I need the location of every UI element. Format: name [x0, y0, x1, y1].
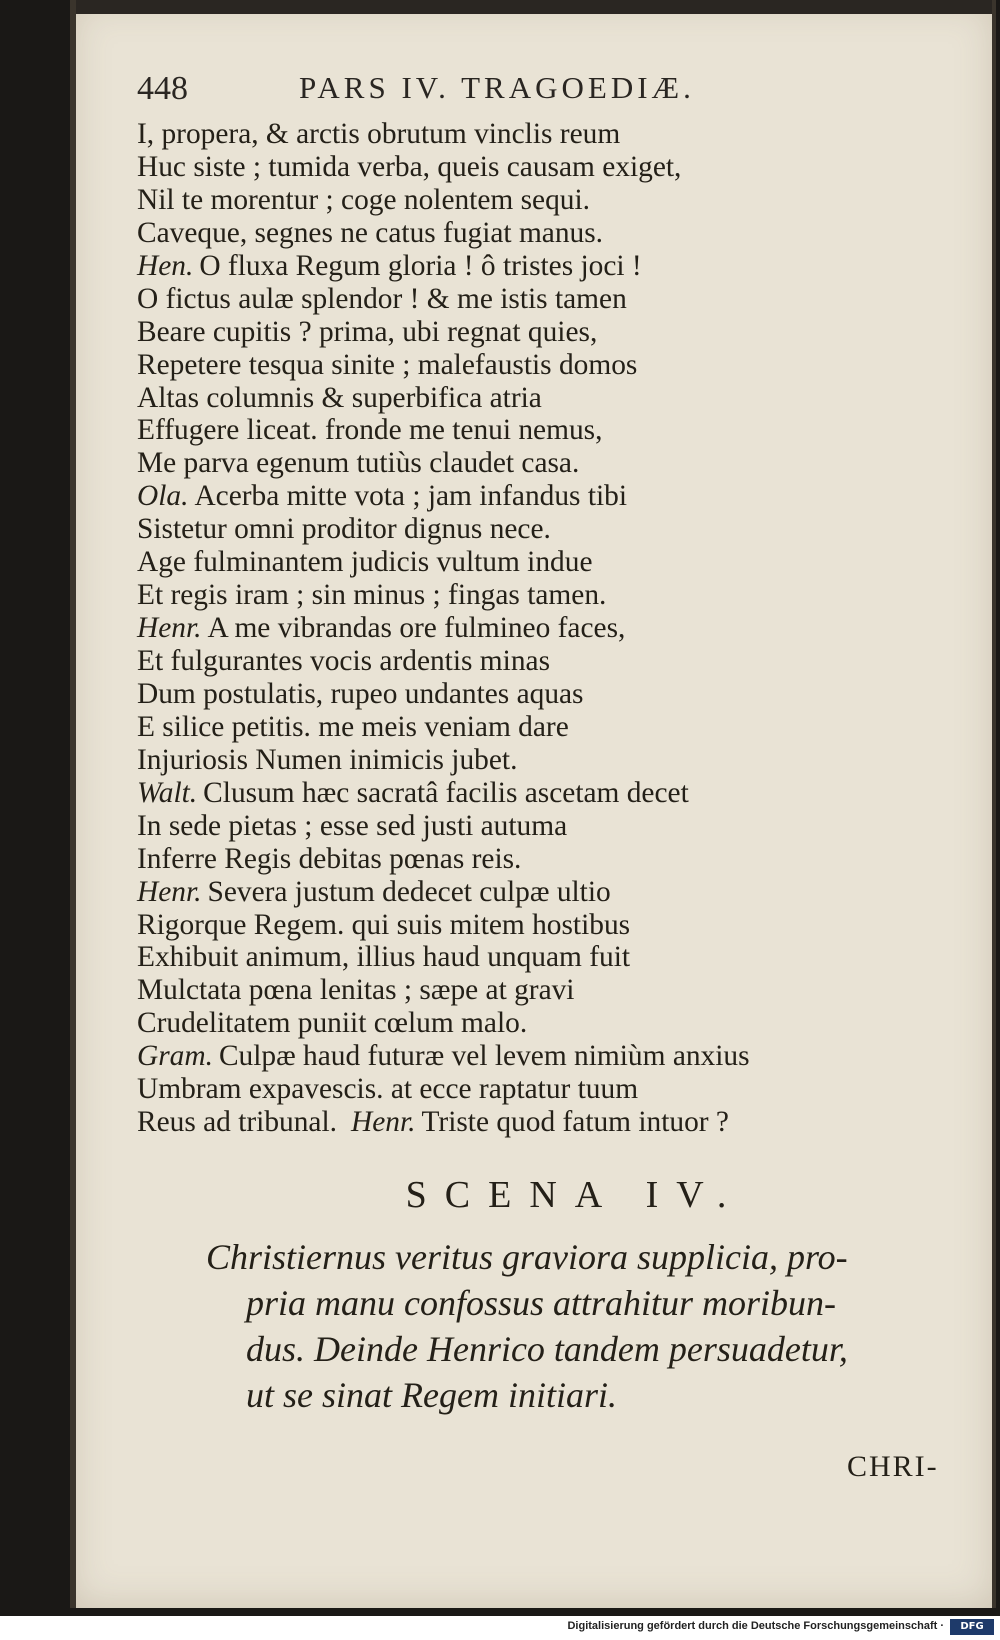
verse-text: Dum postulatis, rupeo undantes aquas — [137, 677, 584, 710]
verse-text: Me parva egenum tutiùs claudet casa. — [137, 447, 580, 480]
dfg-logo: DFG — [950, 1619, 994, 1635]
verse-text: Umbram expavescis. at ecce raptatur tuum — [137, 1073, 639, 1106]
verse-line — [137, 382, 927, 415]
verse-line — [137, 645, 927, 678]
verse-line — [137, 810, 927, 843]
verse-text: Exhibuit animum, illius haud unquam fuit — [137, 941, 631, 974]
verse-text: O fictus aulæ splendor ! & me istis tamen — [137, 282, 627, 315]
verse-line — [137, 151, 927, 184]
verse-text: Triste quod fatum intuor ? — [421, 1106, 729, 1139]
speaker-label: Gram. — [137, 1040, 213, 1073]
speaker-label: Henr. — [137, 612, 202, 645]
running-head-title: PARS IV. TRAGOEDIÆ. — [299, 70, 695, 105]
verse-line — [137, 744, 927, 777]
verse-line — [137, 777, 927, 810]
verse-text: Mulctata pœna lenitas ; sæpe at gravi — [137, 974, 575, 1007]
verse-text: Caveque, segnes ne catus fugiat manus. — [137, 216, 604, 249]
page-right-edge — [992, 0, 996, 1608]
speaker-label: Ola. — [137, 480, 189, 513]
verse-line — [137, 349, 927, 382]
running-header — [137, 70, 817, 114]
argument-line: Christiernus veritus graviora supplicia, pro- — [206, 1237, 848, 1277]
verse-line — [137, 414, 927, 447]
verse-text: Effugere liceat. fronde me tenui nemus, — [137, 414, 603, 447]
argument-line: dus. Deinde Henrico tandem persuadetur, — [246, 1329, 848, 1369]
scene-title: SCENA IV. — [405, 1174, 745, 1216]
verse-text: Injuriosis Numen inimicis jubet. — [137, 743, 518, 776]
verse-line — [137, 711, 927, 744]
verse-line — [137, 118, 927, 151]
speaker-label: Walt. — [137, 776, 198, 809]
verse-text: In sede pietas ; esse sed justi autuma — [137, 809, 568, 842]
verse-text: Rigorque Regem. qui suis mitem hostibus — [137, 908, 631, 941]
verse-text: I, propera, & arctis obrutum vinclis reum — [137, 118, 621, 150]
verse-line — [137, 1073, 927, 1106]
verse-line — [137, 1007, 927, 1040]
verse-text: Et fulgurantes vocis ardentis minas — [137, 645, 551, 677]
verse-text: Crudelitatem puniit cœlum malo. — [137, 1007, 528, 1040]
verse-line — [137, 184, 927, 217]
verse-text: Altas columnis & superbifica atria — [137, 381, 542, 414]
argument-line: pria manu confossus attrahitur moribun- — [246, 1283, 837, 1323]
verse-line — [137, 678, 927, 711]
page-left-edge — [70, 0, 76, 1608]
verse-line — [137, 447, 927, 480]
speaker-label: Hen. — [137, 249, 194, 282]
verse-text: Inferre Regis debitas pœnas reis. — [137, 842, 522, 875]
verse-block — [137, 118, 927, 1139]
verse-text: Clusum hæc sacratâ facilis ascetam decet — [203, 776, 689, 809]
verse-line — [137, 974, 927, 1007]
verse-text: Repetere tesqua sinite ; malefaustis domos — [137, 348, 638, 381]
verse-text: Reus ad tribunal. — [137, 1106, 337, 1139]
catchword: CHRI- — [847, 1450, 939, 1483]
verse-text: Culpæ haud futuræ vel levem nimiùm anxius — [218, 1040, 750, 1073]
verse-line — [137, 612, 927, 645]
verse-line — [137, 513, 927, 546]
verse-text: E silice petitis. me meis veniam dare — [137, 710, 569, 743]
verse-line — [137, 843, 927, 876]
verse-text: Huc siste ; tumida verba, queis causam exiget, — [137, 150, 682, 183]
verse-line — [137, 1040, 927, 1073]
verse-text: Beare cupitis ? prima, ubi regnat quies, — [137, 315, 598, 348]
verse-text: Acerba mitte vota ; jam infandus tibi — [194, 480, 628, 513]
verse-text: Severa justum dedecet culpæ ultio — [207, 875, 611, 908]
scene-argument — [206, 1234, 966, 1418]
verse-line — [137, 250, 927, 283]
speaker-label: Henr. — [350, 1106, 416, 1139]
verse-text: Sistetur omni proditor dignus nece. — [137, 513, 551, 546]
verse-line — [137, 283, 927, 316]
verse-line — [137, 876, 927, 909]
verse-line — [137, 909, 927, 942]
verse-line — [137, 480, 927, 513]
footer-credit: Digitalisierung gefördert durch die Deutsche Forschungsgemeinschaft · — [567, 1620, 944, 1632]
verse-text: A me vibrandas ore fulmineo faces, — [207, 612, 626, 645]
verse-text: Et regis iram ; sin minus ; fingas tamen. — [137, 579, 607, 612]
verse-line — [137, 316, 927, 349]
verse-line — [137, 217, 927, 250]
verse-line — [137, 546, 927, 579]
verse-line — [137, 941, 927, 974]
verse-line — [137, 579, 927, 612]
verse-text: O fluxa Regum gloria ! ô tristes joci ! — [199, 249, 642, 282]
verse-text: Nil te morentur ; coge nolentem sequi. — [137, 183, 590, 216]
digitization-footer — [0, 1616, 1000, 1640]
verse-line — [137, 1106, 927, 1139]
verse-text: Age fulminantem judicis vultum indue — [137, 546, 593, 579]
page-top-edge — [70, 0, 996, 14]
argument-line: ut se sinat Regem initiari. — [246, 1375, 617, 1415]
speaker-label: Henr. — [137, 875, 202, 908]
page-number: 448 — [137, 70, 188, 107]
